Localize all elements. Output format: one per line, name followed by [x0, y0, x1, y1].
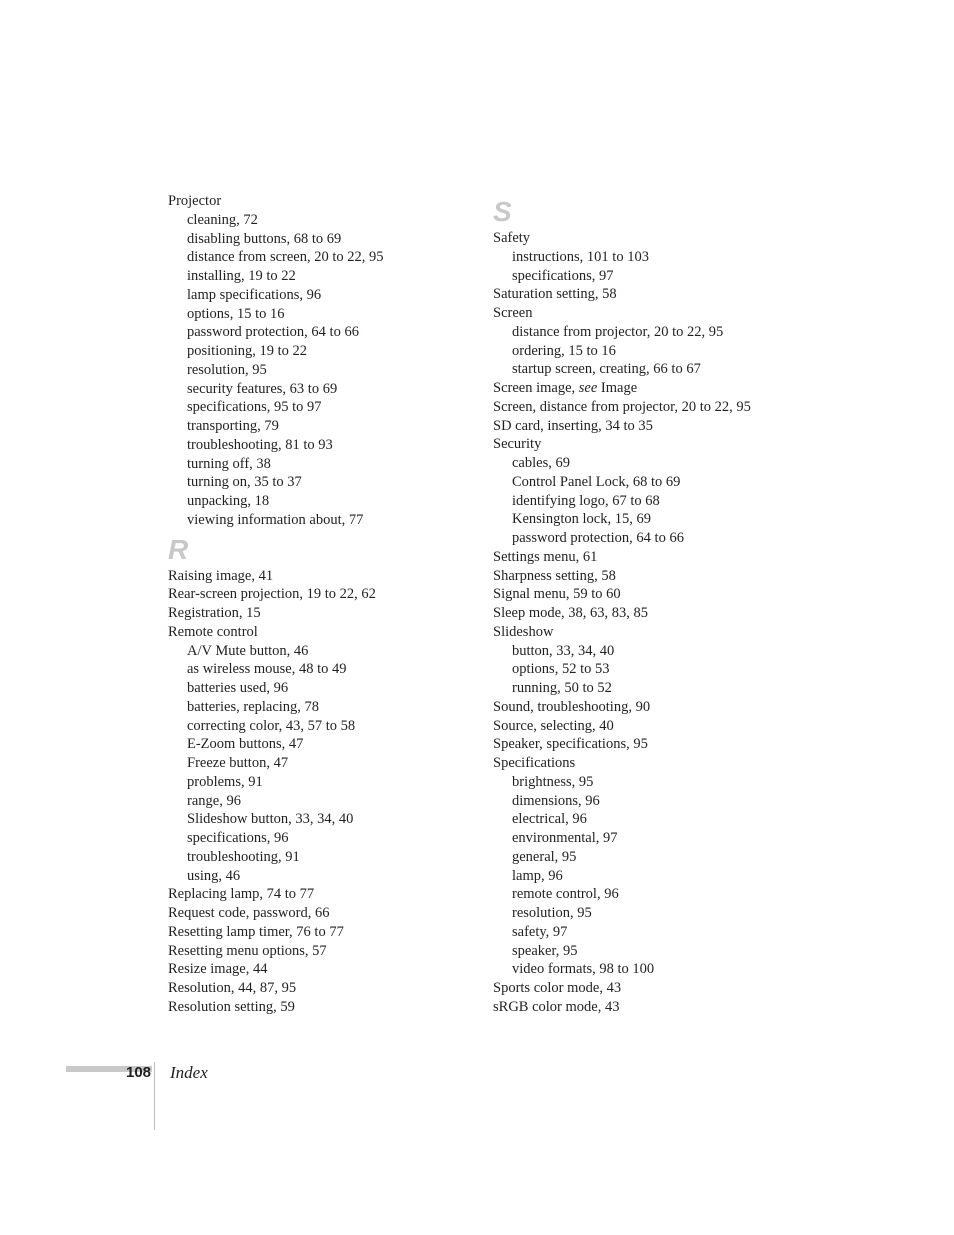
index-subentry: positioning, 19 to 22: [187, 343, 308, 359]
index-subentry: problems, 91: [187, 773, 263, 790]
index-subentry: turning off, 38: [187, 455, 271, 472]
index-subentry: electrical, 96: [512, 811, 587, 828]
index-entry: [493, 379, 793, 398]
index-subentry: remote control, 96: [512, 886, 619, 903]
index-subentry: cleaning, 72: [187, 211, 258, 228]
index-subentry: Freeze button, 47: [187, 755, 289, 771]
index-subentry: troubleshooting, 91: [187, 848, 300, 865]
index-subentry: options, 52 to 53: [512, 661, 610, 678]
index-subentry: speaker, 95: [512, 942, 578, 959]
index-subentry: ordering, 15 to 16: [512, 342, 616, 359]
index-entry: Projector: [168, 193, 222, 209]
index-subentry: video formats, 98 to 100: [512, 961, 655, 978]
index-entry: Saturation setting, 58: [493, 286, 617, 303]
index-subentry: transporting, 79: [187, 418, 279, 434]
index-entry: Sound, troubleshooting, 90: [493, 698, 651, 715]
index-entry: Remote control: [168, 623, 258, 640]
index-subentry: startup screen, creating, 66 to 67: [512, 361, 701, 378]
entry-text: Screen image,: [493, 380, 579, 396]
section-letter-r: R: [168, 533, 189, 565]
index-subentry: using, 46: [187, 867, 241, 884]
index-subentry: unpacking, 18: [187, 493, 270, 509]
index-subentry: distance from screen, 20 to 22, 95: [187, 249, 384, 266]
index-subentry: specifications, 96: [187, 830, 289, 846]
index-entry: Resetting menu options, 57: [168, 942, 327, 959]
index-subentry: range, 96: [187, 792, 241, 809]
index-subentry: batteries, replacing, 78: [187, 698, 320, 715]
index-subentry: password protection, 64 to 66: [187, 324, 359, 341]
index-entry: Security: [493, 436, 542, 453]
index-entry: Resetting lamp timer, 76 to 77: [168, 923, 344, 940]
index-subentry: running, 50 to 52: [512, 680, 612, 696]
index-subentry: security features, 63 to 69: [187, 380, 338, 397]
index-entry: Signal menu, 59 to 60: [493, 586, 621, 603]
index-subentry: Slideshow button, 33, 34, 40: [187, 811, 354, 828]
index-subentry: E-Zoom buttons, 47: [187, 736, 304, 753]
index-subentry: dimensions, 96: [512, 792, 600, 809]
index-subentry: batteries used, 96: [187, 680, 289, 696]
index-entry: Request code, password, 66: [168, 905, 330, 921]
index-entry: Screen, distance from projector, 20 to 22, 95: [493, 398, 751, 415]
index-subentry: viewing information about, 77: [187, 511, 364, 528]
index-entry: Source, selecting, 40: [493, 717, 614, 734]
index-subentry: resolution, 95: [512, 905, 592, 921]
index-subentry: installing, 19 to 22: [187, 268, 296, 284]
index-entry: Resolution setting, 59: [168, 998, 295, 1015]
index-entry: Sharpness setting, 58: [493, 567, 616, 584]
page-number: 108: [126, 1064, 152, 1081]
index-subentry: A/V Mute button, 46: [187, 642, 309, 659]
section-letter-s: S: [493, 196, 512, 227]
section-name: Index: [170, 1063, 208, 1082]
index-entry: Resize image, 44: [168, 961, 268, 978]
index-entry: Raising image, 41: [168, 567, 274, 584]
index-subentry: environmental, 97: [512, 830, 618, 846]
index-subentry: identifying logo, 67 to 68: [512, 492, 660, 509]
index-entry: Screen: [493, 305, 533, 321]
index-subentry: button, 33, 34, 40: [512, 642, 615, 659]
index-entry: Replacing lamp, 74 to 77: [168, 886, 315, 903]
index-subentry: cables, 69: [512, 455, 570, 471]
index-subentry: troubleshooting, 81 to 93: [187, 436, 333, 453]
index-subentry: resolution, 95: [187, 361, 267, 378]
index-column-right: [493, 192, 793, 1017]
index-entry: Registration, 15: [168, 605, 261, 621]
index-entry: Settings menu, 61: [493, 548, 598, 565]
index-subentry: password protection, 64 to 66: [512, 530, 684, 546]
index-entry: Sports color mode, 43: [493, 980, 622, 996]
index-subentry: options, 15 to 16: [187, 305, 285, 322]
index-subentry: lamp, 96: [512, 867, 563, 884]
index-subentry: general, 95: [512, 848, 577, 865]
index-subentry: turning on, 35 to 37: [187, 474, 302, 491]
index-entry: sRGB color mode, 43: [493, 998, 620, 1015]
index-subentry: specifications, 95 to 97: [187, 399, 322, 416]
index-entry: Safety: [493, 230, 531, 246]
index-subentry: Control Panel Lock, 68 to 69: [512, 473, 681, 490]
index-subentry: distance from projector, 20 to 22, 95: [512, 323, 724, 340]
index-subentry: as wireless mouse, 48 to 49: [187, 661, 347, 678]
index-entry: Slideshow: [493, 623, 554, 640]
see-reference: see: [578, 380, 598, 396]
footer-rule: [154, 1062, 155, 1130]
index-subentry: correcting color, 43, 57 to 58: [187, 717, 356, 734]
index-entry: Speaker, specifications, 95: [493, 736, 648, 753]
index-subentry: Kensington lock, 15, 69: [512, 511, 651, 528]
see-target: Image: [597, 380, 638, 396]
index-entry: Sleep mode, 38, 63, 83, 85: [493, 605, 649, 621]
index-subentry: safety, 97: [512, 923, 568, 940]
index-subentry: disabling buttons, 68 to 69: [187, 230, 342, 247]
index-subentry: brightness, 95: [512, 773, 594, 790]
index-entry: Specifications: [493, 755, 576, 771]
index-column-left: [168, 192, 468, 1017]
index-subentry: instructions, 101 to 103: [512, 248, 649, 265]
index-entry: SD card, inserting, 34 to 35: [493, 417, 653, 434]
index-subentry: lamp specifications, 96: [187, 286, 322, 303]
index-entry: Resolution, 44, 87, 95: [168, 980, 297, 996]
index-entry: Rear-screen projection, 19 to 22, 62: [168, 586, 376, 603]
index-subentry: specifications, 97: [512, 267, 614, 284]
